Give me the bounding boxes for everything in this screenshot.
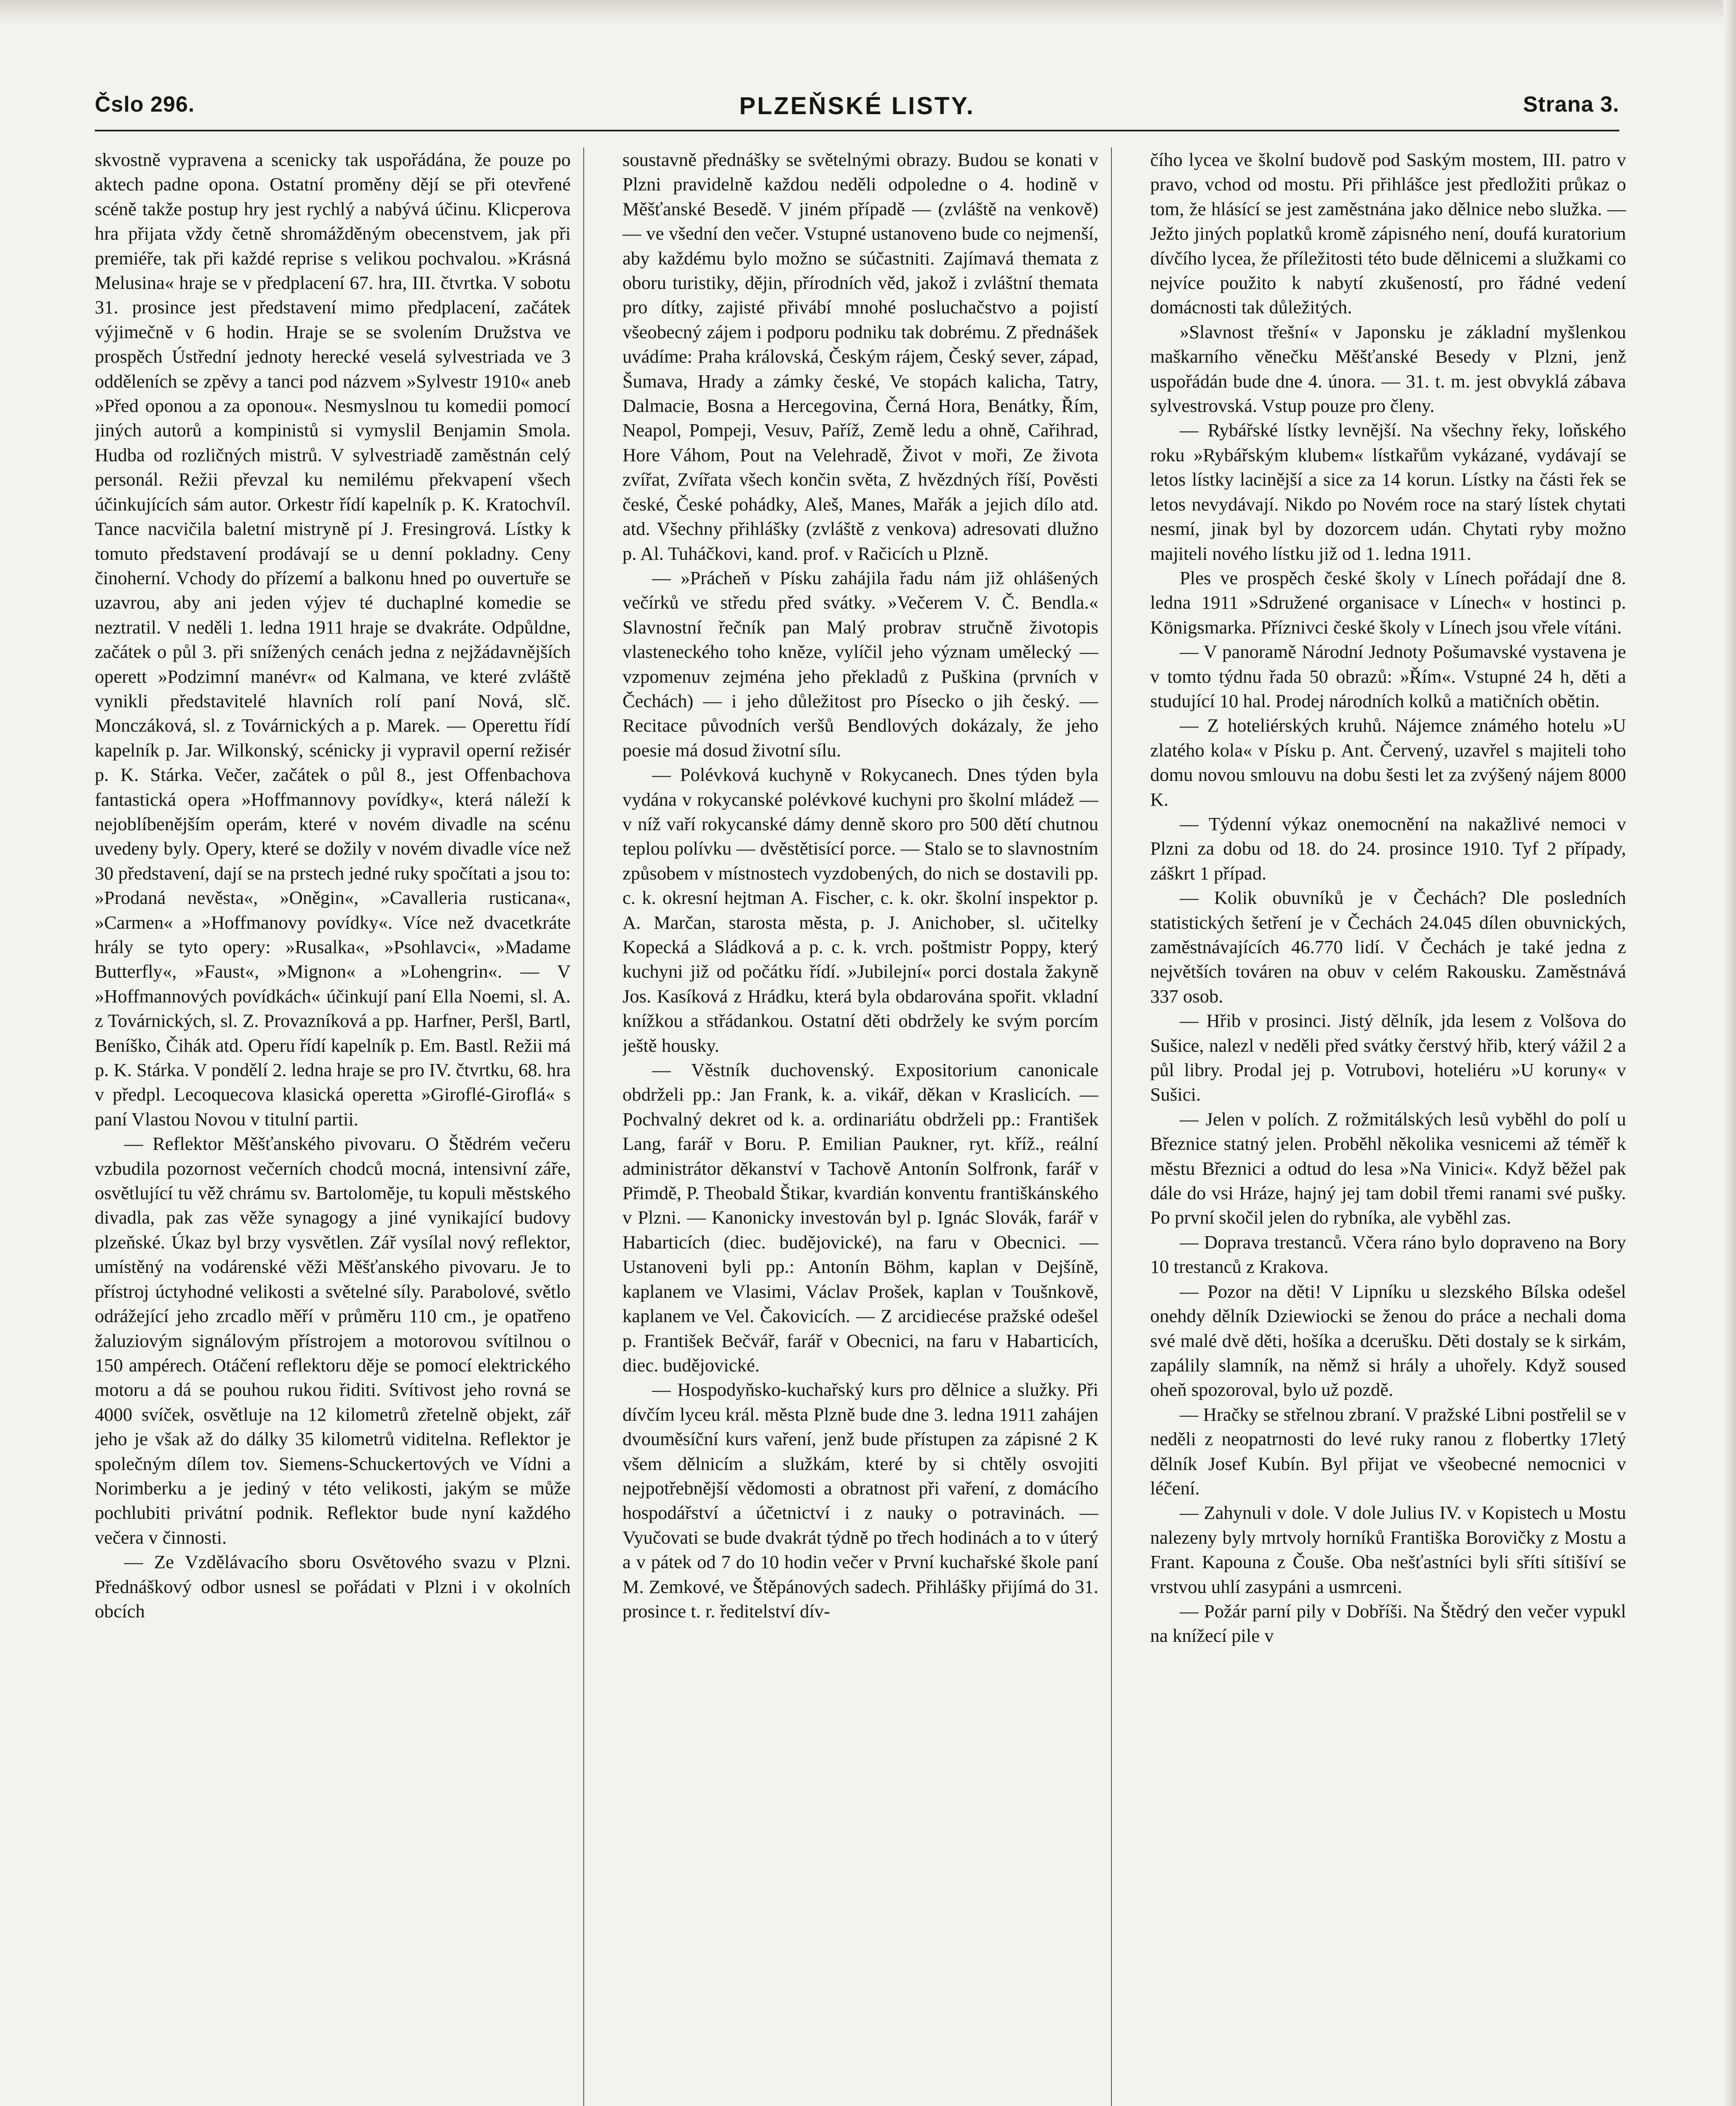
issue-number: Čslo 296.	[95, 92, 195, 117]
article-paragraph: — Věstník duchovenský. Expositorium canonicale obdrželi pp.: Jan Frank, k. a. vikář, děkan v Kraslicích. — Pochvalný dekret od k. a. ordinariátu obdrželi pp.: František Lang, farář v Boru. P. Emilian Paukner, ryt. kříž., reální administrátor děkanství v Tachově Antonín Solfronk, farář v Přimdě, P. Theobald Štikar, kvardián konventu františkánského v Plzni. — Kanonicky investován byl p. Ignác Slovák, farář v Habarticích (diec. budějovické), na faru v Obecnici. — Ustanoveni byli pp.: Antonín Böhm, kaplan v Dejšíně, kaplanem ve Vlasimi, Václav Prošek, kaplan v Toušnkově, kaplanem ve Vel. Čakovicích. — Z arcidiecése pražské odešel p. František Bečvář, farář v Obecnici, na faru v Habarticích, diec. budějovické.	[622, 1059, 1098, 1376]
column-2	[622, 147, 1098, 2106]
article-paragraph: — V panoramě Národní Jednoty Pošumavské vystavena je v tomto týdnu řada 50 obrazů: »Řím«. Vstupné 24 h, děti a studující 10 hal. Prodej národních kolků a matičních obětin.	[1150, 641, 1626, 711]
article-paragraph: — Z hoteliérských kruhů. Nájemce známého hotelu »U zlatého kola« v Písku p. Ant. Červený, uzavřel s majiteli toho domu novou smlouvu na dobu šesti let za zvýšený nájem 8000 K.	[1150, 715, 1626, 810]
article-paragraph: — Doprava trestanců. Včera ráno bylo dopraveno na Bory 10 trestanců z Krakova.	[1150, 1231, 1626, 1277]
article-paragraph: — Jelen v polích. Z rožmitálských lesů vyběhl do polí u Březnice statný jelen. Proběhl několika vesnicemi až téměř k městu Březnici a odtud do lesa »Na Vinici«. Když běžel pak dále do vsi Hráze, hajný jej tam dobil třemi ranami své pušky. Po první skočil jelen do rybníka, ale vyběhl zas.	[1150, 1108, 1626, 1228]
article-paragraph: — Reflektor Měšťanského pivovaru. O Štědrém večeru vzbudila pozornost večerních chodců mocná, intensivní záře, osvětlující tu věž chrámu sv. Bartoloměje, tu kopuli městského divadla, pak zas věže synagogy a jiné vynikající budovy plzeňské. Úkaz byl brzy vysvětlen. Zář vysílal nový reflektor, umístěný na vodárenské věži Měšťanského pivovaru. Je to přístroj úctyhodné velikosti a světelné síly. Parabolové, světlo odrážející jeho zrcadlo měří v průměru 110 cm., je opatřeno žaluziovým signálovým přístrojem a motorovou svítilnou o 150 ampérech. Otáčení reflektoru děje se pomocí elektrického motoru a dá se pouhou rukou řiditi. Svítivost jeho rovná se 4000 svíček, osvětluje na 12 kilometrů zřetelně objekt, zář jeho je však až do dálky 35 kilometrů viditelna. Reflektor je společným dílem tov. Siemens-Schuckertových ve Vídni a Norimberku a je jediný v této velikosti, jakým se může pochlubiti privátní podnik. Reflektor bude nyní každého večera v činnosti.	[95, 1133, 571, 1548]
column-3	[1150, 147, 1626, 2106]
article-paragraph: — Polévková kuchyně v Rokycanech. Dnes týden byla vydána v rokycanské polévkové kuchyni pro školní mládež — v níž vaří rokycanské dámy denně skoro pro 500 dětí chutnou teplou polívku — dvěstětisící porce. — Stalo se to slavnostním způsobem v místnostech vyzdobených, do nich se dostavili pp. c. k. okresní hejtman A. Fischer, c. k. okr. školní inspektor p. A. Marčan, starosta města, p. J. Anichober, sl. učitelky Kopecká a Sládková a p. c. k. vrch. poštmistr Poppy, který kuchyni již od počátku řídí. »Jubilejní« porci dostala žakyně Jos. Kasíková z Hrádku, která byla obdarována spořit. vkladní knížkou a střádankou. Ostatní děti obdržely ke svým porcím ještě housky.	[622, 764, 1098, 1056]
article-paragraph: — Kolik obuvníků je v Čechách? Dle posledních statistických šetření je v Čechách 24.045 dílen obuvnických, zaměstnávajících 46.770 lidí. V Čechách je také jedna z největších továren na obuv v celém Rakousku. Zaměstnává 337 osob.	[1150, 887, 1626, 1007]
article-paragraph: čího lycea ve školní budově pod Saským mostem, III. patro v pravo, vchod od mostu. Při přihlášce jest předložiti průkaz o tom, že hlásící se jest zaměstnána jako dělnice nebo služka. — Ježto jiných poplatků kromě zápisného není, doufá kuratorium dívčího lycea, že příležitosti této bude dělnicemi a služkami co nejvíce použito k nabytí zkušeností, pro řádné vedení domácnosti tak důležitých.	[1150, 149, 1626, 318]
article-paragraph: skvostně vypravena a scenicky tak uspořádána, že pouze po aktech padne opona. Ostatní proměny dějí se při otevřené scéně takže postup hry jest rychlý a nabývá účinu. Klicperova hra přijata vždy četně shromážděným obecenstvem, jak při premiéře, tak při každé reprise s velikou pochvalou. »Krásná Melusina« hraje se v předplacení 67. hra, III. čtvrtka. V sobotu 31. prosince jest představení mimo předplacení, začátek výjimečně v 6 hodin. Hraje se se svolením Družstva ve prospěch Ústřední jednoty herecké veselá sylvestriada ve 3 odděleních se zpěvy a tanci pod názvem »Sylvestr 1910« aneb »Před oponou a za oponou«. Nesmyslnou tu komedii pomocí jiných autorů a kompinistů si vymyslil Benjamin Smola. Hudba od rozličných mistrů. V sylvestriadě zaměstnán celý personál. Režii převzal ku nemilému překvapení všech účinkujících sám autor. Orkestr řídí kapelník p. K. Kratochvíl. Tance nacvičila baletní mistryně pí J. Fresingrová. Lístky k tomuto představení prodávají se u denní pokladny. Ceny činoherní. Vchody do přízemí a balkonu hned po ouvertuře se uzavrou, aby ani jeden výjev té duchaplné komedie se neztratil. V neděli 1. ledna 1911 hraje se dvakráte. Odpůldne, začátek o půl 3. při snížených cenách jedna z nejžádavnějších operett »Podzimní manévr« od Kalmana, ve které zvláště vynikli představitelé hlavních rolí paní Nová, slč. Monczáková, sl. z Továrnických a p. Marek. — Operettu řídí kapelník p. Jar. Wilkonský, scénicky ji vypravil operní režisér p. K. Stárka. Večer, začátek o půl 8., jest Offenbachova fantastická opera »Hoffmannovy povídky«, která náleží k nejoblíbenějším operám, které v novém divadle na scénu uvedeny byly. Opery, které se dožily v novém divadle více než 30 představení, dají se na prstech jedné ruky spočítati a jsou to: »Prodaná nevěsta«, »Oněgin«, »Cavalleria rusticana«, »Carmen« a »Hoffmanovy povídky«. Více než dvacetkráte hrály se tyto opery: »Rusalka«, »Psohlavci«, »Madame Butterfly«, »Faust«, »Mignon« a »Lohengrin«. — V »Hoffmannových povídkách« účinkují paní Ella Noemi, sl. A. z Továrnických, sl. Z. Provazníková a pp. Harfner, Peršl, Bartl, Beníško, Čihák atd. Operu řídí kapelník p. Em. Bastl. Režii má p. K. Stárka. V pondělí 2. ledna hraje se pro IV. čtvrtku, 68. hra v předpl. Lecoquecova klasická operetta »Giroflé-Giroflá« s paní Vlastou Novou v titulní partii.	[95, 149, 571, 1130]
page-number: Strana 3.	[1523, 92, 1619, 117]
article-paragraph: — »Prácheň v Písku zahájila řadu nám již ohlášených večírků ve středu před svátky. »Večerem V. Č. Bendla.« Slavnostní řečník pan Malý probrav stručně životopis vlasteneckého toho kněze, vylíčil jeho význam umělecký — vzpomenuv zejména jeho překladů z Puškina (prvních v Čechách) — i jeho důležitost pro Písecko o jih český. — Recitace původních veršů Bendlových dokázaly, že jeho poesie má dosud životní sílu.	[622, 567, 1098, 761]
page-header	[95, 92, 1619, 130]
article-paragraph: — Hřib v prosinci. Jistý dělník, jda lesem z Volšova do Sušice, nalezl v neděli před svátky čerstvý hřib, který vážil 2 a půl libry. Prodal jej p. Votrubovi, hoteliéru »U koruny« v Sušici.	[1150, 1010, 1626, 1105]
column-divider	[1111, 147, 1112, 2106]
article-paragraph: — Požár parní pily v Dobříši. Na Štědrý den večer vypukl na knížecí pile v	[1150, 1600, 1626, 1646]
article-paragraph: — Týdenní výkaz onemocnění na nakažlivé nemoci v Plzni za dobu od 18. do 24. prosince 1910. Tyf 2 případy, záškrt 1 případ.	[1150, 813, 1626, 884]
article-paragraph: Ples ve prospěch české školy v Línech pořádají dne 8. ledna 1911 »Sdružené organisace v Línech« v hostinci p. Königsmarka. Příznivci české školy v Línech jsou vřele vítáni.	[1150, 567, 1626, 638]
article-paragraph: — Hospodyňsko-kuchařský kurs pro dělnice a služky. Při dívčím lyceu král. města Plzně bude dne 3. ledna 1911 zahájen dvouměsíční kurs vaření, jenž bude přístupen za zápisné 2 K všem dělnicím a služkám, které by si chtěly osvojiti nejpotřebnější vědomosti a obratnost při vaření, z domácího hospodářství a účetnictví i z nauky o potravinách. — Vyučovati se bude dvakrát týdně po třech hodinách a to v úterý a v pátek od 7 do 10 hodin večer v První kuchařské škole paní M. Zemkové, ve Štěpánových sadech. Přihlášky přijímá do 31. prosince t. r. ředitelství dív-	[622, 1379, 1098, 1622]
article-paragraph: — Rybářské lístky levnější. Na všechny řeky, loňského roku »Rybářským klubem« lístkařům vykázané, vydávají se letos lístky lacinější a sice za 14 korun. Lístky na části řek se letos nevydávají. Nikdo po Novém roce na starý lístek chytati nesmí, jinak byl by dozorcem udán. Chytati ryby možno majiteli nového lístku již od 1. ledna 1911.	[1150, 420, 1626, 564]
article-paragraph: — Zahynuli v dole. V dole Julius IV. v Kopistech u Mostu nalezeny byly mrtvoly horníků Františka Borovičky z Mostu a Frant. Kapouna z Čouše. Oba nešťastníci byli sříti sítišíví se vrstvou uhlí zasypáni a usmrceni.	[1150, 1502, 1626, 1597]
scan-edge	[0, 0, 1736, 25]
column-1	[95, 147, 571, 2106]
header-rule	[95, 130, 1619, 131]
article-paragraph: »Slavnost třešní« v Japonsku je základní myšlenkou maškarního věnečku Měšťanské Besedy v Plzni, jenž uspořádán bude dne 4. února. — 31. t. m. jest obvyklá zábava sylvestrovská. Vstup pouze pro členy.	[1150, 321, 1626, 417]
scan-edge-right	[1723, 0, 1736, 2106]
column-divider	[583, 147, 584, 2106]
newspaper-title: PLZEŇSKÉ LISTY.	[739, 92, 975, 120]
article-paragraph: soustavně přednášky se světelnými obrazy. Budou se konati v Plzni pravidelně každou neděli odpoledne o 4. hodině v Měšťanské Besedě. V jiném případě — (zvláště na venkově) — ve všední den večer. Vstupné ustanoveno bude co nejmenší, aby každému bylo možno se súčastniti. Zajímavá themata z oboru turistiky, dějin, přírodních věd, jakož i zvláštní themata pro dítky, zajisté přivábí mnohé posluchačstvo a pojistí všeobecný zájem i podporu podniku tak dobrému. Z přednášek uvádíme: Praha královská, Českým rájem, Český sever, západ, Šumava, Hrady a zámky české, Ve stopách kalicha, Tatry, Dalmacie, Bosna a Hercegovina, Černá Hora, Benátky, Řím, Neapol, Pompeji, Vesuv, Paříž, Země ledu a ohně, Cařihrad, Hore Váhom, Pout na Velehradě, Život v moři, Ze života zvířat, Zvířata všech končin světa, Z hvězdných říší, Pověsti české, České pohádky, Aleš, Manes, Mařák a jejich dílo atd. atd. Všechny přihlášky (zvláště z venkova) adresovati dlužno p. Al. Tuháčkovi, kand. prof. v Račicích u Plzně.	[622, 149, 1098, 564]
article-paragraph: — Pozor na děti! V Lipníku u slezského Bílska odešel onehdy dělník Dziewiocki se ženou do práce a nechali doma své malé dvě děti, hošíka a dcerušku. Děti dostaly se k sirkám, zapálily slamník, na němž si hrály a uhořely. Když soused oheň spozoroval, bylo už pozdě.	[1150, 1280, 1626, 1400]
article-paragraph: — Ze Vzdělávacího sboru Osvětového svazu v Plzni. Přednáškový odbor usnesl se pořádati v Plzni i v okolních obcích	[95, 1551, 571, 1622]
article-paragraph: — Hračky se střelnou zbraní. V pražské Libni postřelil se v neděli z neopatrnosti do levé ruky ranou z flobertky 17letý dělník Josef Kubín. Byl přijat ve všeobecné nemocnici v léčení.	[1150, 1403, 1626, 1499]
